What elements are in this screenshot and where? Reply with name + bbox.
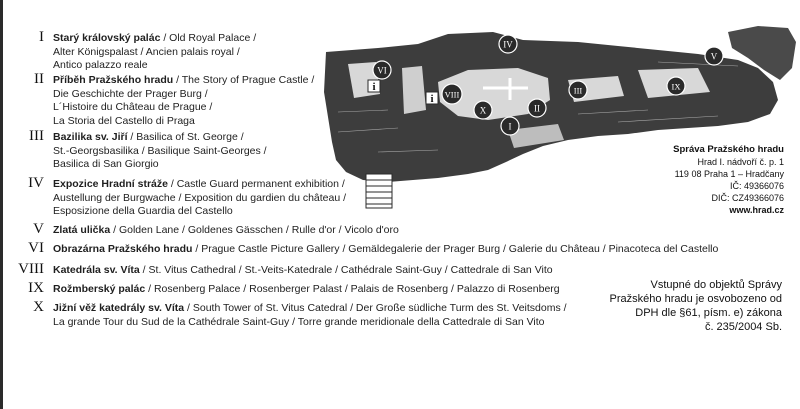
legend-line: St.-Georgsbasilika / Basilique Saint-Georges / xyxy=(53,144,267,157)
legend-name: Příběh Pražského hradu xyxy=(53,74,174,86)
courtyard xyxy=(402,66,426,114)
legend-translations: / St. Vitus Cathedral / St.-Veits-Katedrale / Cathédrale Saint-Guy / Cattedrale di San Vito xyxy=(139,264,553,276)
legend-text xyxy=(53,131,267,172)
legend-text xyxy=(53,32,256,73)
info-icon xyxy=(368,80,380,93)
map-marker-ix xyxy=(667,77,685,95)
svg-text:VI: VI xyxy=(377,65,387,76)
map-marker-viii xyxy=(442,84,462,104)
map-marker-ii xyxy=(528,99,546,117)
svg-text:IX: IX xyxy=(671,81,681,92)
svg-text:III: III xyxy=(573,85,583,96)
map-marker-x xyxy=(474,101,492,119)
legend-name: Bazilika sv. Jiří xyxy=(53,131,128,143)
vat-notice xyxy=(610,278,782,334)
admin-dic: DIČ: CZ49366076 xyxy=(711,193,784,203)
legend-line: La grande Tour du Sud de la Cathédrale Saint-Guy / Torre grande meridionale della Cattedrale di San Vito xyxy=(53,315,545,328)
legend-numeral: II xyxy=(34,71,44,87)
map-marker-vi xyxy=(373,61,391,79)
map-marker-iv xyxy=(499,35,517,53)
svg-text:VIII: VIII xyxy=(444,89,460,100)
legend-line: Austellung der Burgwache / Exposition du gardien du château / xyxy=(53,191,347,204)
legend-translations: / Prague Castle Picture Gallery / Gemäldegalerie der Prager Burg / Galerie du Château / Pinacoteca del Castello xyxy=(192,243,719,255)
legend-name: Expozice Hradní stráže xyxy=(53,178,168,190)
svg-text:i: i xyxy=(430,93,434,105)
notice-line: Vstupné do objektů Správy xyxy=(650,279,782,291)
legend-numeral: X xyxy=(33,299,44,315)
legend-translations: / Old Royal Palace / xyxy=(160,32,257,44)
legend-name: Zlatá ulička xyxy=(53,224,111,236)
legend-name: Jižní věž katedrály sv. Víta xyxy=(53,302,185,314)
castle-stairs xyxy=(366,174,392,208)
svg-text:IV: IV xyxy=(503,39,513,50)
legend-numeral: IX xyxy=(28,280,44,296)
legend-name: Katedrála sv. Víta xyxy=(53,264,140,276)
admin-name: Správa Pražského hradu xyxy=(673,144,784,155)
admin-address-line: Hrad I. nádvoří č. p. 1 xyxy=(697,157,784,167)
legend-text xyxy=(53,224,399,238)
svg-text:II: II xyxy=(534,103,540,114)
info-icon xyxy=(426,92,438,105)
legend-line: Antico palazzo reale xyxy=(53,59,148,71)
notice-line: DPH dle §61, písm. e) zákona xyxy=(635,307,782,319)
svg-text:I: I xyxy=(508,121,512,132)
legend-translations: / Basilica of St. George / xyxy=(127,131,244,143)
legend-text xyxy=(53,243,718,257)
legend-translations: / Castle Guard permanent exhibition / xyxy=(167,178,345,190)
legend-line: Basilica di San Giorgio xyxy=(53,158,159,170)
legend-name: Starý královský palác xyxy=(53,32,161,44)
legend-translations: / Golden Lane / Goldenes Gässchen / Rulle d'or / Vicolo d'oro xyxy=(110,224,399,236)
legend-name: Obrazárna Pražského hradu xyxy=(53,243,193,255)
legend-text xyxy=(53,283,560,297)
legend-text xyxy=(53,302,567,329)
legend-line: La Storia del Castello di Praga xyxy=(53,114,195,127)
administration-address xyxy=(673,144,784,216)
legend-translations: / The Story of Prague Castle / xyxy=(173,74,315,86)
admin-ic: IČ: 49366076 xyxy=(729,181,784,191)
legend-numeral: III xyxy=(29,128,44,144)
svg-text:V: V xyxy=(710,51,718,62)
legend-numeral: VI xyxy=(28,240,44,256)
map-marker-v xyxy=(705,47,723,65)
legend-numeral: I xyxy=(39,29,44,45)
notice-line: č. 235/2004 Sb. xyxy=(704,321,782,333)
legend-translations: / Rosenberg Palace / Rosenberger Palast / Palais de Rosenberg / Palazzo di Rosenberg xyxy=(145,283,560,295)
svg-text:i: i xyxy=(372,81,376,93)
legend-line: L´Histoire du Château de Prague / xyxy=(53,101,213,113)
legend-translations: / South Tower of St. Vitus Catedral / Der Große südliche Turm des St. Veitsdoms / xyxy=(184,302,567,314)
notice-line: Pražského hradu je osvobozeno od xyxy=(609,293,782,305)
admin-website-link[interactable]: www.hrad.cz xyxy=(729,205,784,215)
legend-text xyxy=(53,74,314,128)
svg-text:X: X xyxy=(479,105,487,116)
legend-text xyxy=(53,178,346,219)
legend-line: Die Geschichte der Prager Burg / xyxy=(53,87,208,100)
map-marker-iii xyxy=(569,81,587,99)
left-edge-rule xyxy=(0,0,3,409)
legend-line: Alter Königspalast / Ancien palais royal / xyxy=(53,45,240,58)
legend-text xyxy=(53,264,553,278)
admin-address-line: 119 08 Praha 1 – Hradčany xyxy=(674,169,784,179)
legend-numeral: V xyxy=(33,221,44,237)
legend-line: Esposizione della Guardia del Castello xyxy=(53,205,233,217)
map-marker-i xyxy=(501,117,519,135)
legend-name: Rožmberský palác xyxy=(53,283,146,295)
legend-numeral: IV xyxy=(28,175,44,191)
legend-numeral: VIII xyxy=(18,261,44,277)
